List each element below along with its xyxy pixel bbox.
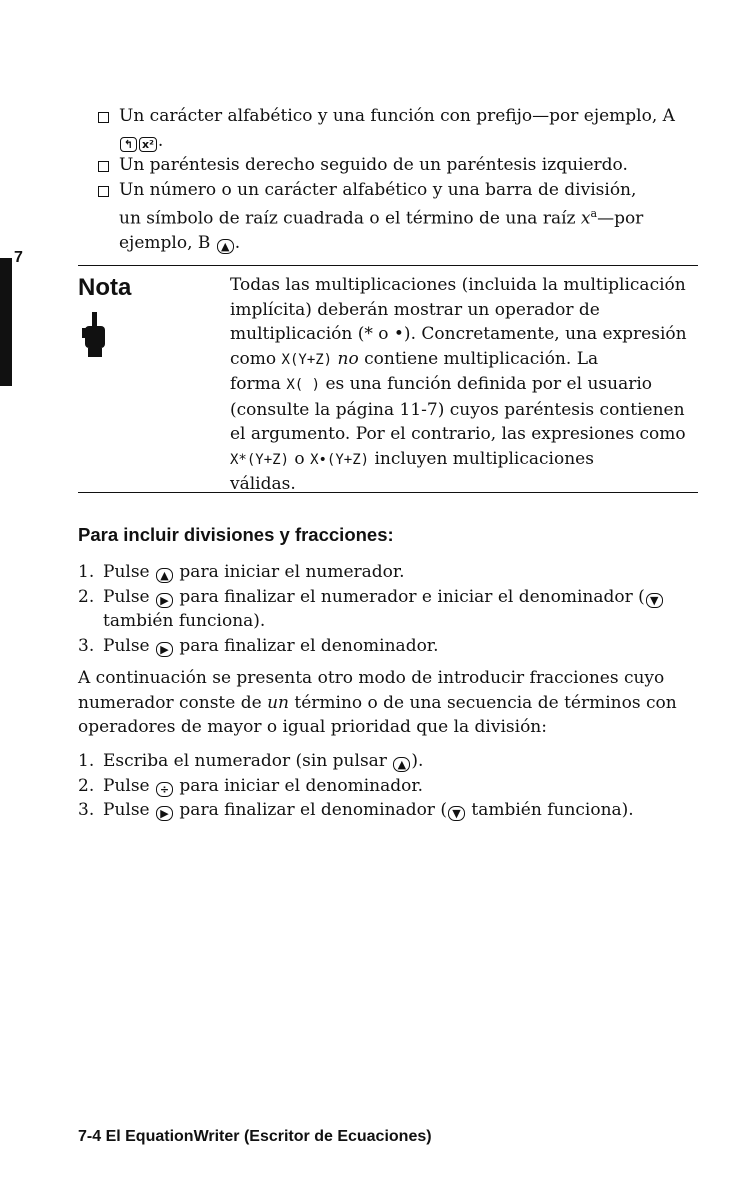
steps-list bbox=[78, 749, 708, 823]
x-squared-key-icon: x² bbox=[139, 137, 157, 152]
left-shift-key-icon: ↰ bbox=[120, 137, 137, 152]
list-item: 2. Pulse ▶ para finalizar el numerador e iniciar el denominador ( ▼ también funciona). bbox=[78, 585, 708, 634]
list-item: 2. Pulse ÷ para iniciar el denominador. bbox=[78, 775, 423, 796]
list-item: Un paréntesis derecho seguido de un paréntesis izquierdo. bbox=[98, 153, 708, 178]
note-bottom-rule bbox=[78, 492, 698, 493]
right-arrow-key-icon: ▶ bbox=[156, 642, 173, 657]
checkbox-bullet-icon bbox=[98, 186, 109, 197]
up-arrow-key-icon: ▲ bbox=[393, 757, 410, 772]
note-title: Nota bbox=[78, 274, 132, 301]
list-item: 3. Pulse ▶ para finalizar el denominador ( ▼ también funciona). bbox=[78, 800, 634, 820]
right-arrow-key-icon: ▶ bbox=[156, 806, 173, 821]
steps-list bbox=[78, 560, 708, 658]
list-item: Un carácter alfabético y una función con prefijo—por ejemplo, A ↰ x² . bbox=[98, 104, 708, 153]
checkbox-bullet-icon bbox=[98, 112, 109, 123]
right-arrow-key-icon: ▶ bbox=[156, 593, 173, 608]
down-arrow-key-icon: ▼ bbox=[448, 806, 465, 821]
list-item: 3. Pulse ▶ para finalizar el denominador. bbox=[78, 635, 439, 656]
divide-key-icon: ÷ bbox=[156, 782, 173, 797]
paragraph: A continuación se presenta otro modo de introducir fracciones cuyo numerador conste de un término o de una secuencia de términos con operadores de mayor o igual prioridad que la división: bbox=[78, 668, 677, 737]
list-item: 1. Pulse ▲ para iniciar el numerador. bbox=[78, 562, 405, 582]
chapter-tab bbox=[0, 258, 12, 386]
bullet-list bbox=[98, 104, 708, 256]
up-arrow-key-icon: ▲ bbox=[156, 568, 173, 583]
pointing-hand-icon bbox=[80, 312, 110, 358]
up-arrow-key-icon: ▲ bbox=[217, 239, 234, 254]
section-heading: Para incluir divisiones y fracciones: bbox=[78, 524, 394, 545]
chapter-number: 7 bbox=[14, 249, 23, 266]
note-top-rule bbox=[78, 265, 698, 266]
down-arrow-key-icon: ▼ bbox=[646, 593, 663, 608]
page-footer: 7-4 El EquationWriter (Escritor de Ecuaciones) bbox=[78, 1128, 432, 1145]
list-item: Un número o un carácter alfabético y una barra de división, un símbolo de raíz cuadrada o el término de una raíz $x^a—por$ ejemplo, B ▲ . bbox=[98, 178, 708, 256]
checkbox-bullet-icon bbox=[98, 161, 109, 172]
note-body: Todas las multiplicaciones (incluida la multiplicación implícita) deberán mostrar un operador de multiplicación (* o •). Concretamente, una expresión como X(Y+Z) no contiene multiplicación. La forma X( ) es una función definida por el usuario (consulte la página 11-7) cuyos paréntesis contienen el argumento. Por el contrario, las expresiones como X*(Y+Z) o X•(Y+Z) incluyen multiplicaciones válidas. bbox=[230, 275, 687, 494]
list-item: 1. Escriba el numerador (sin pulsar ▲ ). bbox=[78, 751, 424, 771]
